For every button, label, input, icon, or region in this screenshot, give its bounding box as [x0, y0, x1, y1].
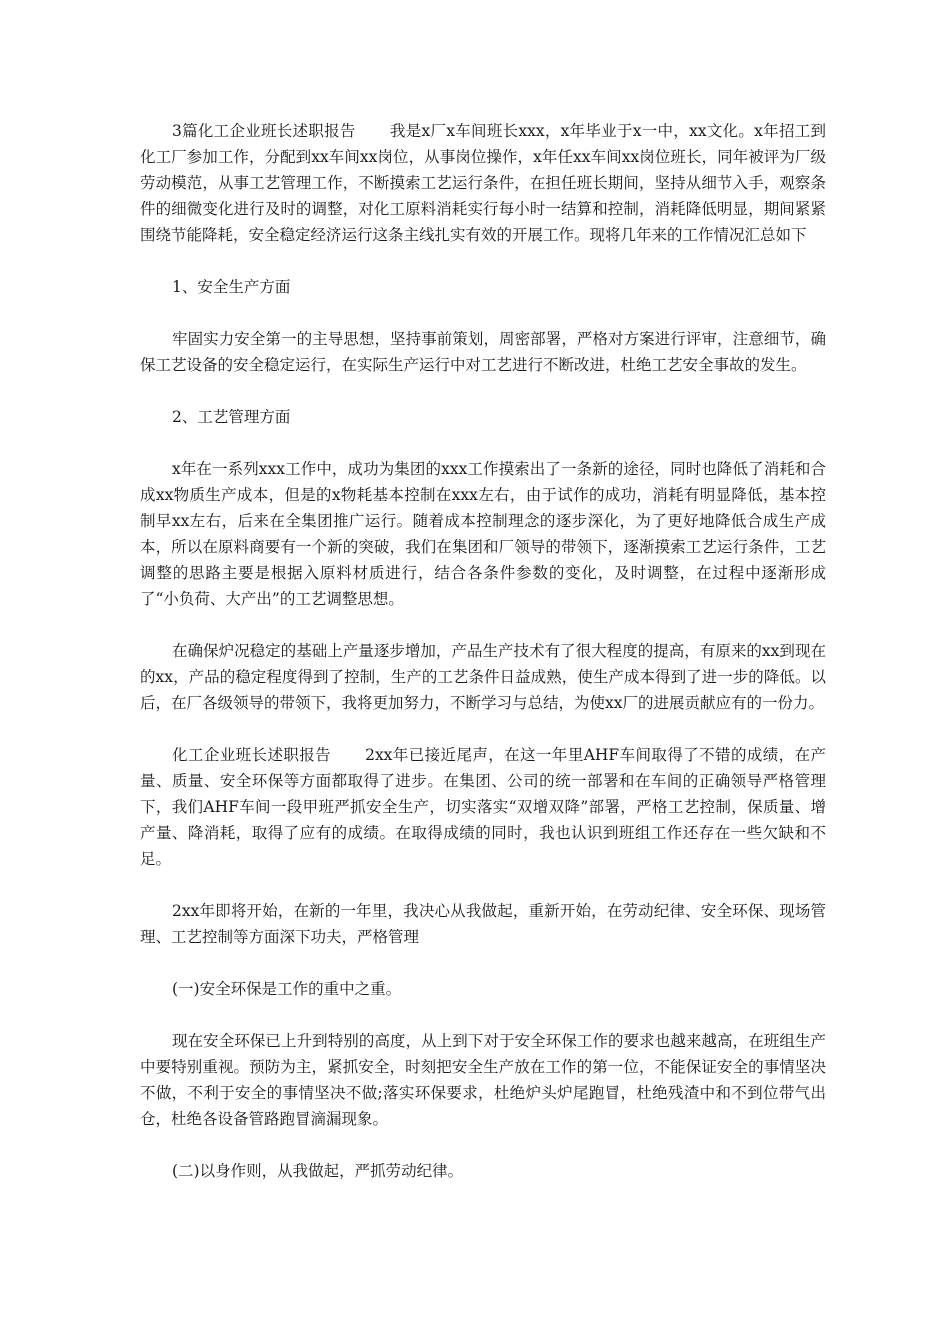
document-page: [140, 118, 826, 1210]
report-title-2: 化工企业班长述职报告: [172, 746, 332, 764]
paragraph-2-text: 2xx年已接近尾声，在这一年里AHF车间取得了不错的成绩，在产量、质量、安全环保等方面都取得了进步。在集团、公司的统一部署和在车间的正确领导严格管理下，我们AHF车间一段甲班严抓安全生产，切实落实“双增双降”部署，严格工艺控制，保质量、增产量、降消耗，取得了应有的成绩。在取得成绩的同时，我也认识到班组工作还存在一些欠缺和不足。: [140, 746, 826, 868]
paragraph-new-year: 2xx年即将开始，在新的一年里，我决心从我做起，重新开始，在劳动纪律、安全环保、现场管理、工艺控制等方面深下功夫，严格管理: [140, 902, 826, 946]
paragraph-2: [140, 742, 826, 872]
section-heading-process: 2、工艺管理方面: [172, 408, 291, 426]
paragraph-1: [140, 118, 826, 248]
report-title-1: 3篇化工企业班长述职报告: [172, 122, 356, 140]
section-heading-safety: 1、安全生产方面: [172, 278, 291, 296]
paragraph-furnace: 在确保炉况稳定的基础上产量逐步增加，产品生产技术有了很大程度的提高，有原来的xx到现在的xx，产品的稳定程度得到了控制，生产的工艺条件日益成熟，使生产成本得到了进一步的降低。以后，在厂各级领导的带领下，我将更加努力，不断学习与总结，为使xx厂的进展贡献应有的一份力。: [140, 642, 826, 712]
paragraph-1-text: 我是x厂x车间班长xxx，x年毕业于x一中，xx文化。x年招工到化工厂参加工作，分配到xx车间xx岗位，从事岗位操作，x年任xx车间xx岗位班长，同年被评为厂级劳动模范，从事工艺管理工作，不断摸索工艺运行条件，在担任班长期间，坚持从细节入手，观察条件的细微变化进行及时的调整，对化工原料消耗实行每小时一结算和控制，消耗降低明显，期间紧紧围绕节能降耗，安全稳定经济运行这条主线扎实有效的开展工作。现将几年来的工作情况汇总如下: [140, 122, 826, 244]
paragraph-environment: 现在安全环保已上升到特别的高度，从上到下对于安全环保工作的要求也越来越高，在班组生产中要特别重视。预防为主，紧抓安全，时刻把安全生产放在工作的第一位，不能保证安全的事情坚决不做，不利于安全的事情坚决不做;落实环保要求，杜绝炉头炉尾跑冒，杜绝残渣中和不到位带气出仓，杜绝各设备管路跑冒滴漏现象。: [140, 1032, 826, 1128]
paragraph-process: x年在一系列xxx工作中，成功为集团的xxx工作摸索出了一条新的途径，同时也降低了消耗和合成xx物质生产成本，但是的x物耗基本控制在xxx左右，由于试作的成功，消耗有明显降低，基本控制早xx左右，后来在全集团推广运行。随着成本控制理念的逐步深化，为了更好地降低合成生产成本，所以在原料商要有一个新的突破，我们在集团和厂领导的带领下，逐渐摸索工艺运行条件，工艺调整的思路主要是根据入原料材质进行，结合各条件参数的变化，及时调整，在过程中逐渐形成了“小负荷、大产出”的工艺调整思想。: [140, 460, 826, 608]
paragraph-safety: 牢固实力安全第一的主导思想，坚持事前策划，周密部署，严格对方案进行评审，注意细节，确保工艺设备的安全稳定运行，在实际生产运行中对工艺进行不断改进，杜绝工艺安全事故的发生。: [140, 330, 826, 374]
section-heading-discipline: (二)以身作则，从我做起，严抓劳动纪律。: [172, 1162, 464, 1180]
section-heading-environment: (一)安全环保是工作的重中之重。: [172, 980, 402, 998]
